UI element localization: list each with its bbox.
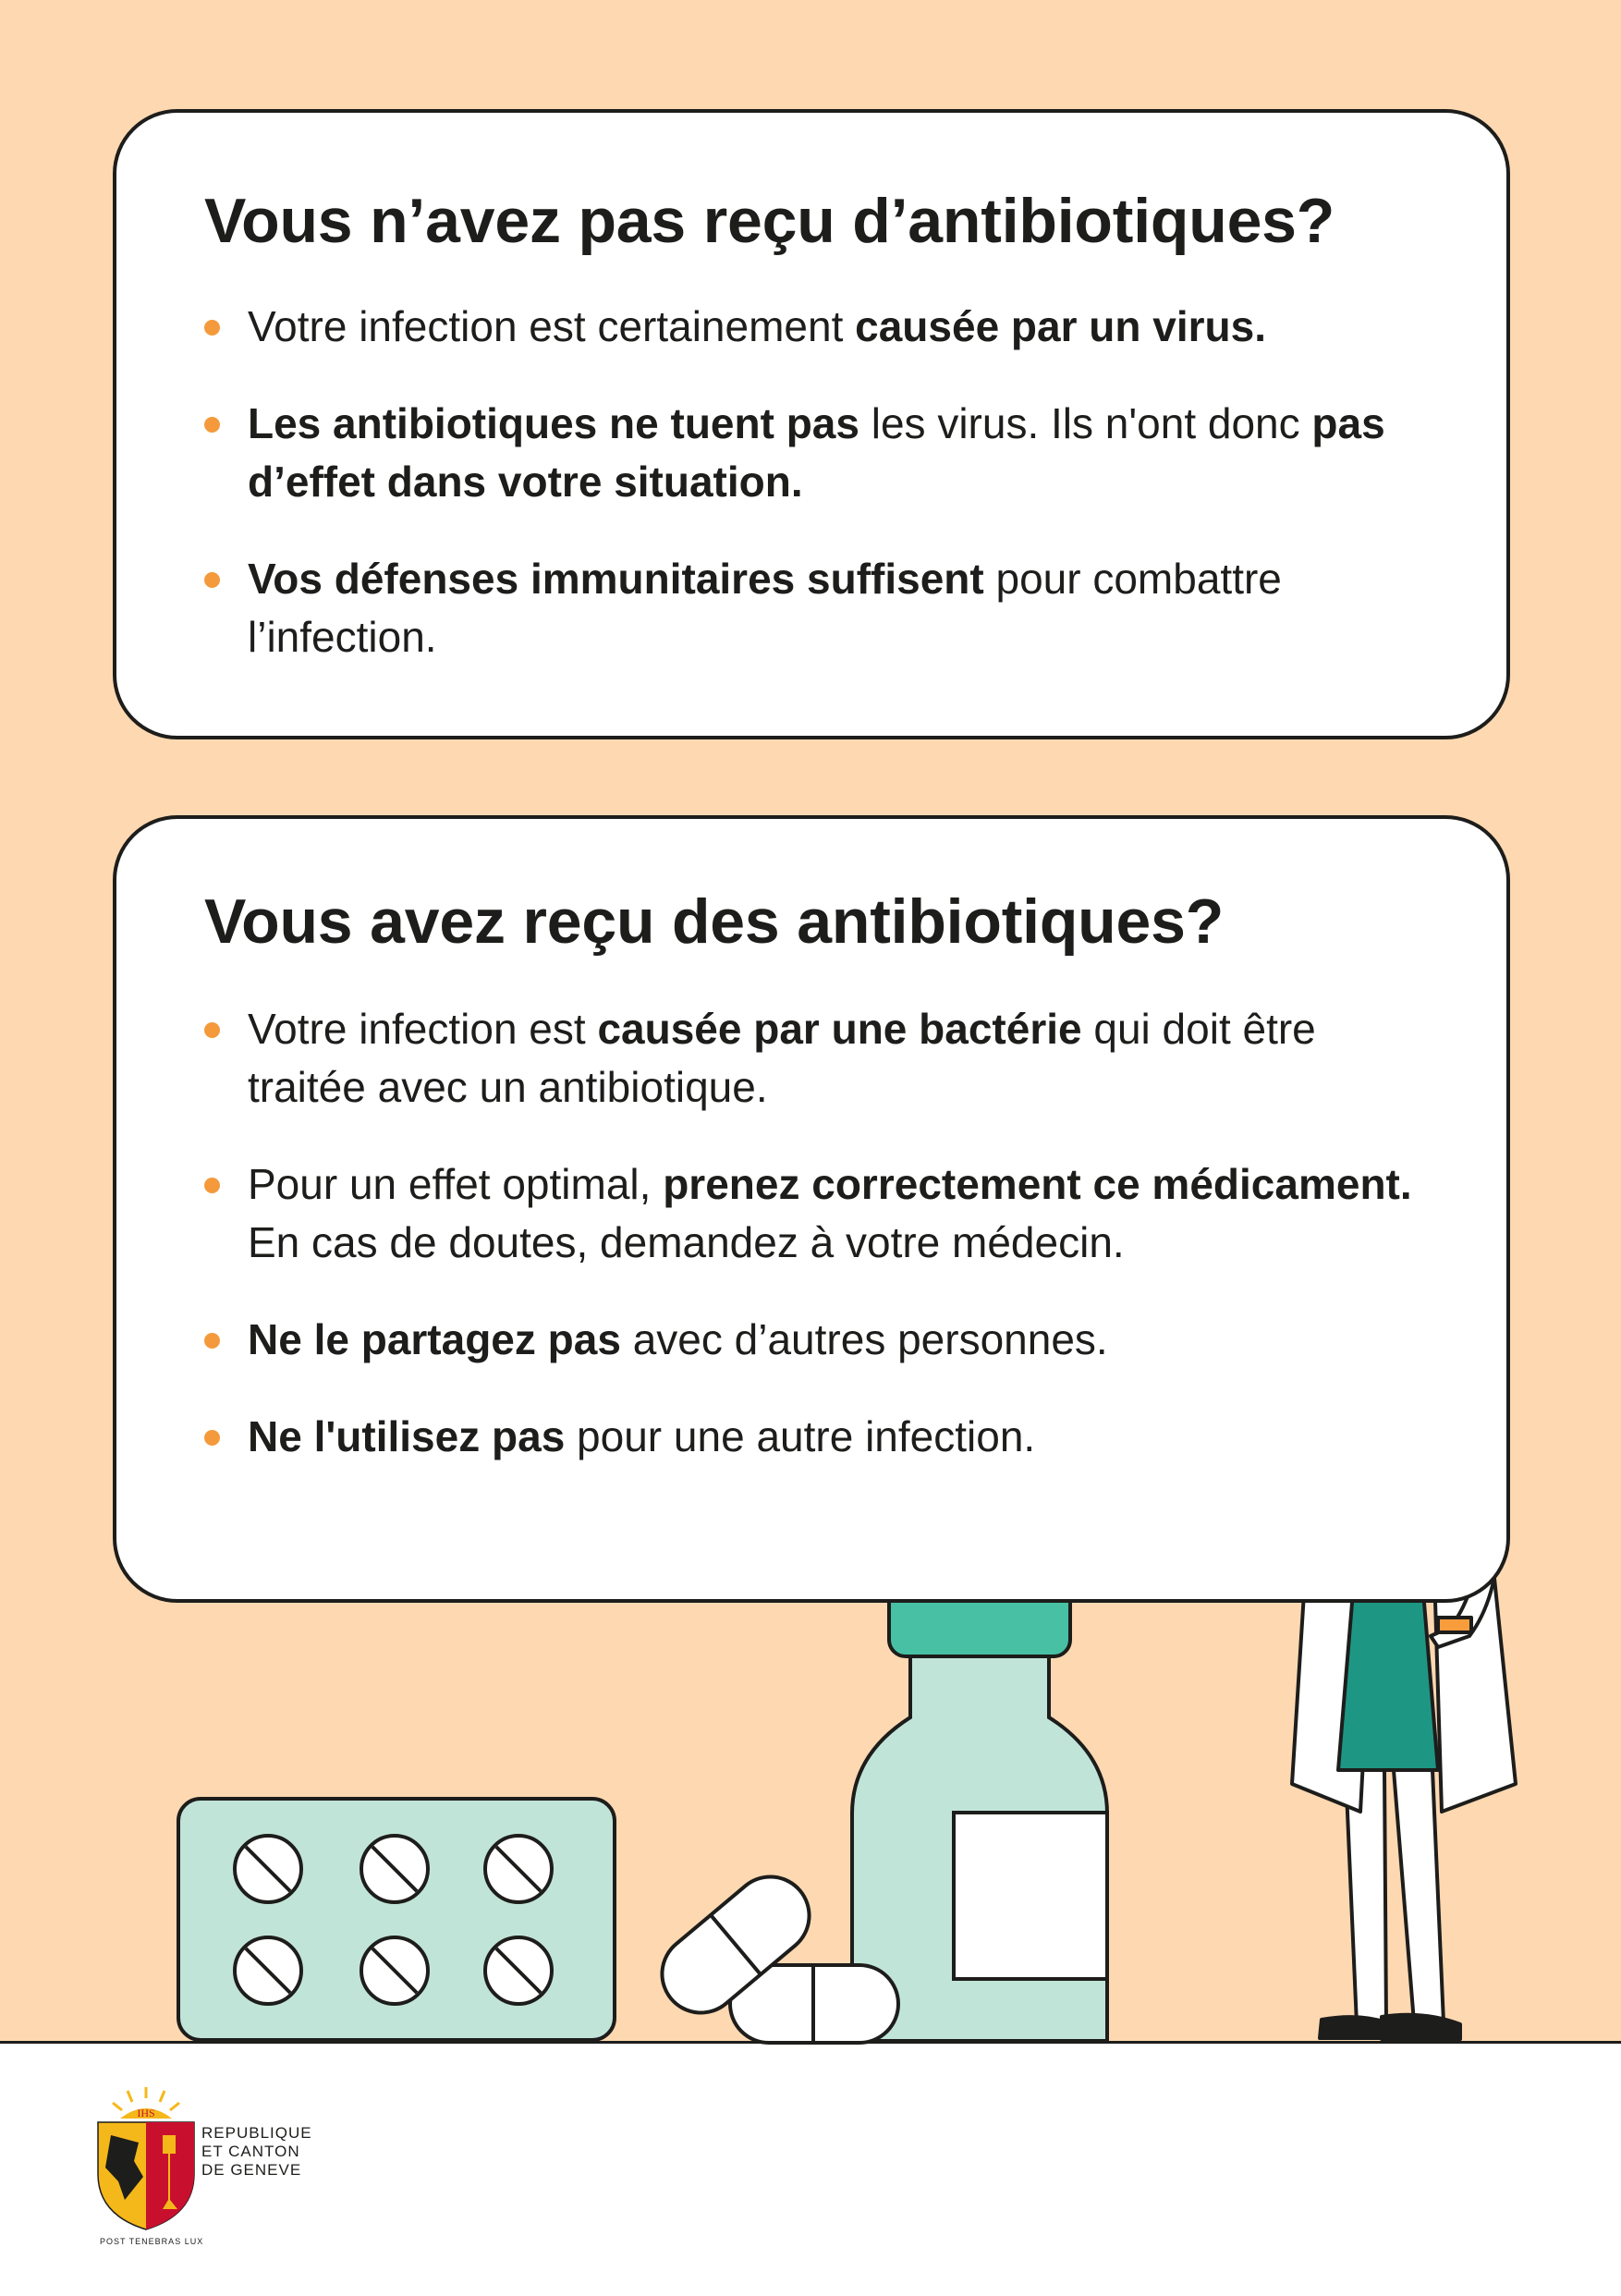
logo-line: DE GENEVE — [201, 2161, 302, 2179]
bullet-item — [204, 550, 1443, 666]
bullet-item — [204, 1000, 1443, 1117]
pill-blister-pack-icon — [178, 1799, 615, 2040]
svg-text:IHS: IHS — [137, 2107, 155, 2119]
bullet-bold-text: Ne le partagez pas — [248, 1315, 621, 1363]
bullet-text: Votre infection est certainement — [248, 302, 856, 350]
motto: POST TENEBRAS LUX — [100, 2237, 204, 2246]
geneva-coat-of-arms-icon — [98, 2087, 194, 2229]
bullet-item — [204, 298, 1443, 356]
logo-line: REPUBLIQUE — [201, 2124, 312, 2142]
bullet-text: pour combattre l’infection. — [248, 555, 1282, 661]
bullet-text: qui doit être traitée avec un antibiotique. — [248, 1005, 1316, 1111]
no-antibiotics-title: Vous n’avez pas reçu d’antibiotiques? — [204, 186, 1335, 256]
no-antibiotics-card — [113, 109, 1510, 739]
republic-canton-geneve-label — [201, 2124, 312, 2180]
logo-line: ET CANTON — [201, 2143, 300, 2160]
antibiotics-title: Vous avez reçu des antibiotiques? — [204, 886, 1225, 957]
medicine-bottle-icon — [852, 1571, 1107, 2041]
bullet-bold-text: prenez correctement ce médicament. — [663, 1160, 1412, 1208]
bullet-item — [204, 395, 1443, 511]
bullet-bold-text: causée par un virus. — [855, 302, 1267, 350]
bullet-text: Votre infection est — [248, 1005, 598, 1053]
antibiotics-card — [113, 815, 1510, 1603]
bullet-bold-text: causée par une bactérie — [597, 1005, 1082, 1053]
no-antibiotics-bullets — [204, 298, 1443, 705]
bullet-text: les virus. Ils n'ont donc — [859, 399, 1312, 447]
bullet-text: avec d’autres personnes. — [620, 1315, 1108, 1363]
bullet-bold-text: Les antibiotiques ne tuent pas — [248, 399, 859, 447]
bullet-text: Pour un effet optimal, — [248, 1160, 664, 1208]
bullet-item — [204, 1408, 1443, 1466]
bullet-text: En cas de doutes, demandez à votre médecin. — [248, 1218, 1125, 1266]
bullet-bold-text: pas d’effet dans votre situation. — [248, 399, 1385, 506]
bullet-bold-text: Vos défenses immunitaires suffisent — [248, 555, 984, 603]
bullet-bold-text: Ne l'utilisez pas — [248, 1412, 566, 1460]
bullet-item — [204, 1155, 1443, 1272]
bullet-text: pour une autre infection. — [565, 1412, 1036, 1460]
antibiotics-bullets — [204, 1000, 1443, 1505]
bullet-item — [204, 1311, 1443, 1369]
